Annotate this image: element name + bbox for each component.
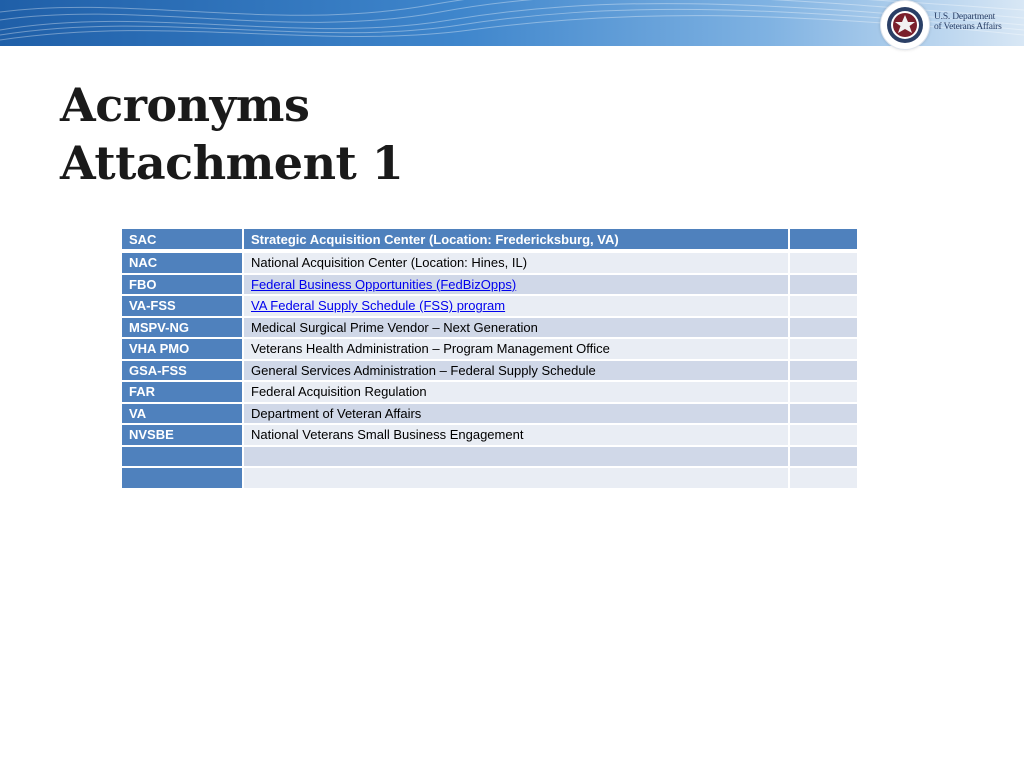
- acronym-cell: [122, 447, 244, 469]
- banner-wave-graphic: [0, 0, 1024, 46]
- table-row: [122, 339, 857, 361]
- table-row: [122, 253, 857, 275]
- logo-line-2: of Veterans Affairs: [934, 22, 1002, 32]
- title-line-1: Acronyms: [60, 78, 310, 132]
- table-row: [122, 275, 857, 297]
- table-row: [122, 382, 857, 404]
- va-seal-icon: [880, 0, 930, 50]
- logo-line-1: U.S. Department: [934, 12, 996, 22]
- header-acronym-cell: SAC: [122, 229, 244, 253]
- extra-cell: [790, 296, 857, 318]
- acronym-cell: GSA-FSS: [122, 361, 244, 383]
- meaning-cell: [244, 468, 790, 490]
- meaning-cell: National Veterans Small Business Engagement: [244, 425, 790, 447]
- acronym-cell: NAC: [122, 253, 244, 275]
- extra-cell: [790, 275, 857, 297]
- meaning-cell: [244, 275, 790, 297]
- table-row: [122, 318, 857, 340]
- acronyms-table: [122, 229, 857, 490]
- meaning-cell: [244, 447, 790, 469]
- va-fss-program-link[interactable]: VA Federal Supply Schedule (FSS) program: [251, 298, 506, 314]
- meaning-cell: Medical Surgical Prime Vendor – Next Generation: [244, 318, 790, 340]
- table-row: [122, 296, 857, 318]
- extra-cell: [790, 318, 857, 340]
- table-row: [122, 361, 857, 383]
- table-row: [122, 404, 857, 426]
- fedbizopps-link[interactable]: Federal Business Opportunities (FedBizOpps): [251, 276, 517, 292]
- title-line-2: Attachment 1: [60, 136, 404, 190]
- header-extra-cell: [790, 229, 857, 253]
- acronym-cell: FAR: [122, 382, 244, 404]
- extra-cell: [790, 361, 857, 383]
- meaning-cell: National Acquisition Center (Location: Hines, IL): [244, 253, 790, 275]
- table-row: [122, 425, 857, 447]
- acronym-cell: VA-FSS: [122, 296, 244, 318]
- page-title: [60, 76, 403, 192]
- header-banner: [0, 0, 1024, 46]
- logo-text: [934, 12, 1024, 32]
- acronym-cell: FBO: [122, 275, 244, 297]
- meaning-cell: General Services Administration – Federal Supply Schedule: [244, 361, 790, 383]
- extra-cell: [790, 468, 857, 490]
- extra-cell: [790, 253, 857, 275]
- extra-cell: [790, 339, 857, 361]
- acronym-cell: MSPV-NG: [122, 318, 244, 340]
- header-meaning-cell: Strategic Acquisition Center (Location: Fredericksburg, VA): [244, 229, 790, 253]
- extra-cell: [790, 404, 857, 426]
- acronym-cell: VHA PMO: [122, 339, 244, 361]
- table-row: [122, 447, 857, 469]
- va-logo[interactable]: [874, 0, 1024, 50]
- meaning-cell: Department of Veteran Affairs: [244, 404, 790, 426]
- extra-cell: [790, 382, 857, 404]
- acronym-cell: VA: [122, 404, 244, 426]
- meaning-cell: Federal Acquisition Regulation: [244, 382, 790, 404]
- extra-cell: [790, 425, 857, 447]
- table-row: [122, 468, 857, 490]
- extra-cell: [790, 447, 857, 469]
- acronym-cell: [122, 468, 244, 490]
- meaning-cell: Veterans Health Administration – Program Management Office: [244, 339, 790, 361]
- meaning-cell: [244, 296, 790, 318]
- table-header-row: [122, 229, 857, 253]
- acronym-cell: NVSBE: [122, 425, 244, 447]
